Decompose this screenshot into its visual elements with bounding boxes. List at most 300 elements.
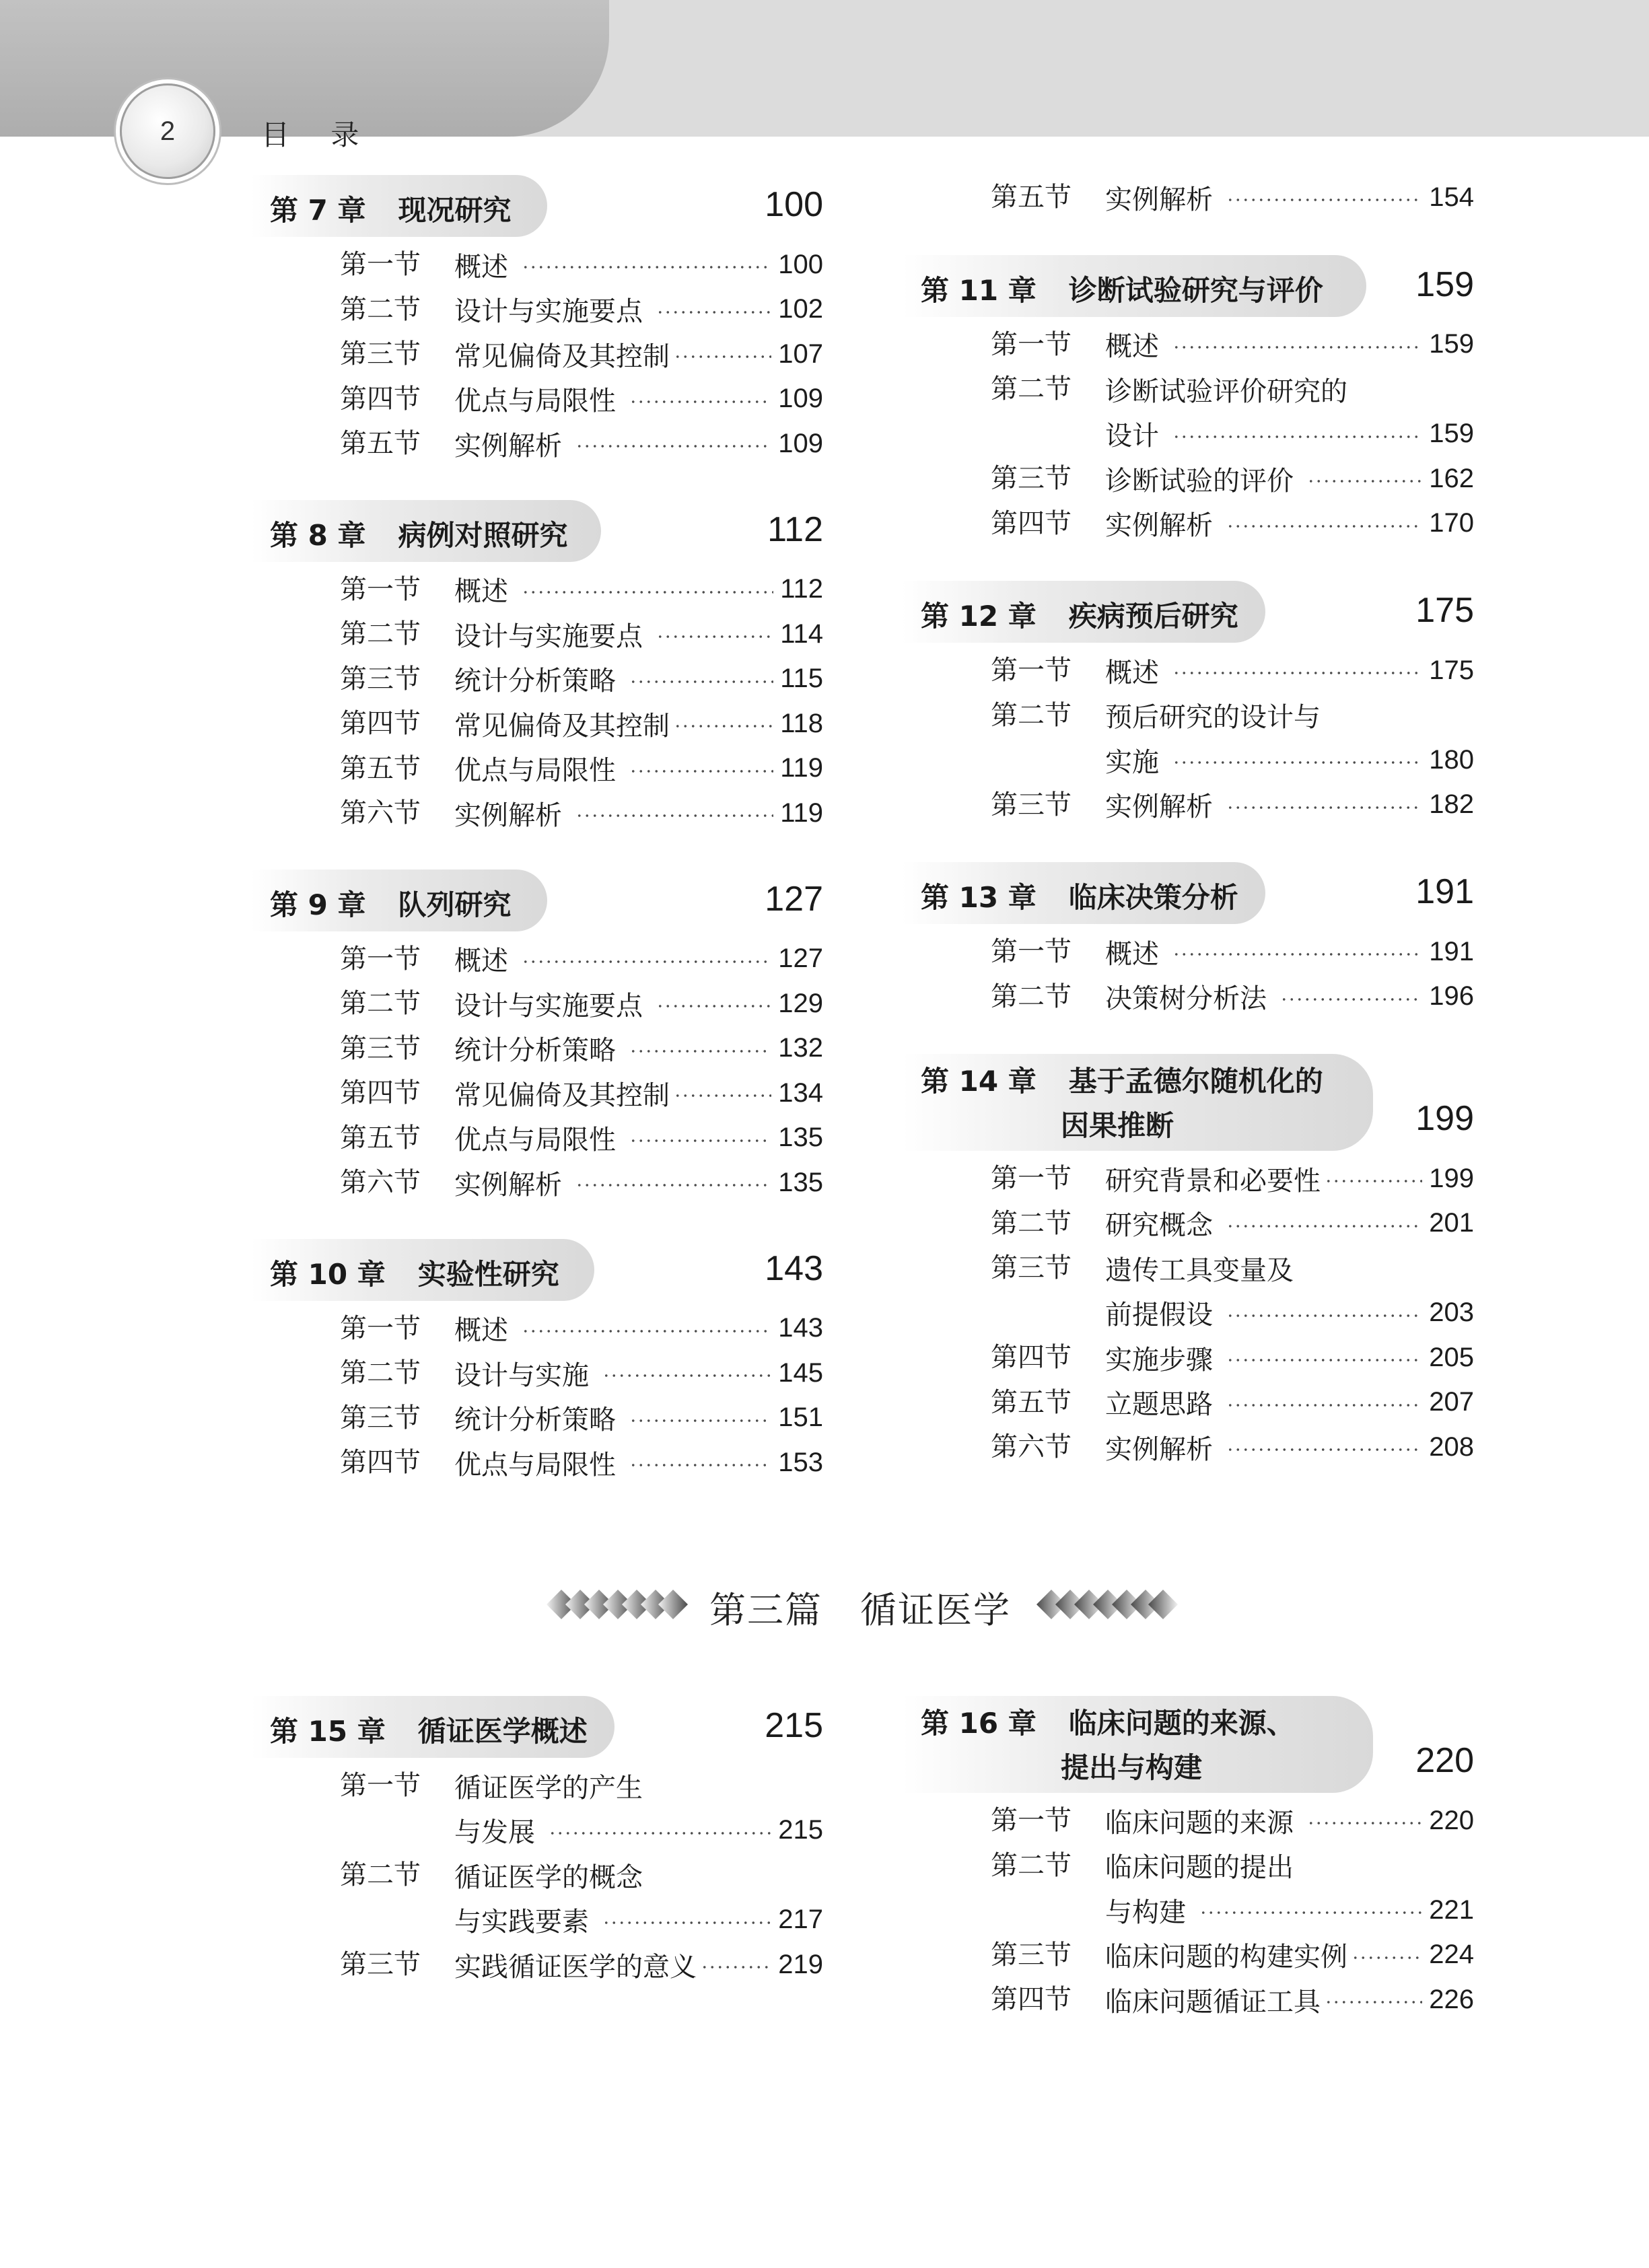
- section-page-number: 182: [1429, 789, 1474, 819]
- section-label: 第一节: [991, 655, 1072, 686]
- dot-leader: [674, 355, 771, 358]
- dot-leader: [656, 1005, 771, 1007]
- chapter-title: 队列研究: [398, 888, 512, 921]
- section-line: [1105, 1798, 1474, 1843]
- section-title: 诊断试验的评价: [1105, 465, 1294, 497]
- section-label: 第二节: [340, 1859, 421, 1890]
- section-line: [454, 287, 823, 332]
- dot-leader: [1226, 806, 1422, 809]
- section-page-number: 153: [778, 1447, 823, 1477]
- section-label: 第三节: [340, 1402, 421, 1433]
- toc-section-entry: [265, 332, 823, 376]
- section-title: 循证医学的产生: [454, 1772, 643, 1804]
- section-title: 研究概念: [1105, 1210, 1213, 1241]
- section-title: 实例解析: [454, 1169, 562, 1201]
- section-title: 实例解析: [454, 800, 562, 831]
- section-label: 第二节: [340, 988, 421, 1019]
- section-title: 立题思路: [1105, 1389, 1213, 1420]
- section-page-number: 114: [780, 618, 823, 649]
- toc-section-entry-continued: [915, 412, 1474, 456]
- dot-leader: [522, 960, 771, 963]
- toc-section-entry: [265, 746, 823, 791]
- section-line: [1105, 648, 1474, 693]
- section-title: 概述: [1105, 938, 1159, 970]
- dot-leader: [629, 680, 773, 683]
- section-page-number: 175: [1429, 655, 1474, 685]
- chapter-title-continued: 因果推断: [1061, 1109, 1174, 1142]
- section-label: 第三节: [340, 339, 421, 369]
- section-line: [454, 421, 823, 466]
- dot-leader: [1226, 1448, 1422, 1451]
- section-page-number: 135: [778, 1123, 823, 1152]
- toc-section-entry: [915, 175, 1474, 219]
- chapter-line: [270, 883, 511, 923]
- toc-section-entry: [265, 1116, 823, 1160]
- toc-section-entry: [265, 612, 823, 656]
- section-page-number: 159: [1429, 329, 1474, 359]
- toc-section-entry: [265, 1306, 823, 1351]
- section-page-number: 109: [778, 428, 823, 458]
- chapter-heading: [265, 1239, 823, 1301]
- section-label: 第二节: [340, 293, 421, 325]
- toc-section-entry: [265, 657, 823, 701]
- section-label: 第一节: [340, 573, 421, 605]
- toc-section-entry: [915, 1798, 1474, 1843]
- section-title: 设计与实施要点: [454, 990, 643, 1022]
- section-title: 优点与局限性: [454, 755, 616, 786]
- section-label: 第四节: [340, 383, 421, 415]
- section-title: 遗传工具变量及: [1105, 1254, 1294, 1286]
- chapter-heading: [265, 1696, 823, 1758]
- section-title-continued: 与实践要素: [454, 1907, 589, 1938]
- section-label: 第四节: [991, 1342, 1072, 1373]
- chapter-page-number: 220: [1415, 1741, 1474, 1780]
- section-line: [454, 701, 823, 746]
- section-line: [454, 1763, 823, 1808]
- toc-section-entry: [915, 1380, 1474, 1425]
- section-title: 概述: [1105, 657, 1159, 688]
- chapter-title-continued: 提出与构建: [1061, 1751, 1203, 1784]
- dot-leader: [575, 814, 773, 817]
- section-title: 优点与局限性: [454, 386, 616, 417]
- chapter-title: 循证医学概述: [417, 1715, 588, 1748]
- dot-leader: [1307, 480, 1422, 483]
- dot-leader: [602, 1921, 771, 1924]
- toc-section-entry: [265, 791, 823, 835]
- diamond-ornament-right-icon: [1037, 1587, 1178, 1622]
- section-page-number: 154: [1429, 182, 1474, 212]
- chapter-page-number: 199: [1415, 1099, 1474, 1138]
- section-title: 诊断试验评价研究的: [1105, 376, 1347, 407]
- toc-section-entry: [265, 1396, 823, 1440]
- toc-section-entry: [915, 648, 1474, 693]
- section-page-number: 205: [1429, 1342, 1474, 1372]
- section-label: 第四节: [991, 1984, 1072, 2015]
- section-title: 概述: [454, 576, 508, 607]
- section-title: 统计分析策略: [454, 666, 616, 697]
- section-label: 第五节: [340, 752, 421, 784]
- section-line-continued: [1105, 738, 1474, 782]
- section-page-number: 162: [1429, 463, 1474, 493]
- chapter-heading: [915, 255, 1474, 317]
- toc-section-entry: [915, 1977, 1474, 2022]
- chapter-label: 第 10 章: [270, 1257, 386, 1291]
- section-line: [1105, 1425, 1474, 1469]
- toc-section-entry: [265, 1160, 823, 1205]
- section-title: 概述: [1105, 331, 1159, 362]
- section-label: 第三节: [340, 1032, 421, 1064]
- chapter-line: [921, 269, 1323, 309]
- section-page-number: 221: [1429, 1894, 1474, 1925]
- chapter-line: [270, 513, 567, 554]
- section-line-continued: [454, 1898, 823, 1942]
- section-page-number: 226: [1429, 1984, 1474, 2014]
- section-line: [454, 981, 823, 1026]
- toc-section-entry: [915, 1201, 1474, 1246]
- toc-section-entry: [915, 1425, 1474, 1469]
- chapter-title: 实验性研究: [417, 1257, 559, 1291]
- section-label: 第二节: [991, 699, 1072, 731]
- section-page-number: 180: [1429, 744, 1474, 775]
- section-page-number: 143: [778, 1313, 823, 1343]
- section-label: 第一节: [991, 936, 1072, 967]
- dot-leader: [1226, 1359, 1422, 1361]
- diamond-ornament-left-icon: [547, 1587, 688, 1622]
- section-title: 统计分析策略: [454, 1405, 616, 1436]
- section-page-number: 224: [1429, 1940, 1474, 1969]
- toc-section-entry: [915, 322, 1474, 367]
- dot-leader: [674, 725, 773, 728]
- section-title-continued: 前提假设: [1105, 1300, 1213, 1331]
- section-page-number: 215: [778, 1815, 823, 1845]
- page-number-badge: [120, 83, 215, 179]
- section-label: 第五节: [991, 182, 1072, 213]
- section-page-number: 115: [780, 664, 823, 693]
- dot-leader: [1199, 1911, 1422, 1914]
- section-title: 统计分析策略: [454, 1035, 616, 1066]
- section-title: 优点与局限性: [454, 1125, 616, 1156]
- section-label: 第四节: [340, 1447, 421, 1478]
- section-line-continued: [454, 1808, 823, 1853]
- section-page-number: 207: [1429, 1387, 1474, 1417]
- dot-leader: [1325, 2001, 1422, 2004]
- section-title: 实施步骤: [1105, 1344, 1213, 1376]
- toc-section-entry-continued: [915, 1291, 1474, 1335]
- toc-section-entry: [915, 1335, 1474, 1380]
- section-page-number: 132: [778, 1033, 823, 1063]
- toc-section-entry: [265, 1440, 823, 1485]
- chapter-label: 第 8 章: [270, 518, 366, 552]
- dot-leader: [1226, 1225, 1422, 1228]
- section-label: 第二节: [991, 374, 1072, 404]
- section-label: 第五节: [340, 1122, 421, 1154]
- section-title: 设计与实施要点: [454, 296, 643, 327]
- section-line: [454, 1071, 823, 1115]
- chapter-title: 基于孟德尔随机化的: [1068, 1065, 1323, 1098]
- dot-leader: [522, 266, 771, 269]
- section-label: 第三节: [340, 1949, 421, 1980]
- section-line: [1105, 693, 1474, 738]
- page-number: 2: [160, 116, 176, 146]
- section-page-number: 203: [1429, 1298, 1474, 1327]
- section-page-number: 220: [1429, 1805, 1474, 1835]
- chapter-label: 第 15 章: [270, 1715, 386, 1748]
- section-line: [1105, 1156, 1474, 1201]
- toc-section-entry: [265, 701, 823, 746]
- section-line-continued: [1105, 1888, 1474, 1932]
- chapter-label: 第 12 章: [921, 600, 1037, 633]
- section-title: 常见偏倚及其控制: [454, 710, 670, 742]
- chapter-title: 病例对照研究: [398, 518, 568, 552]
- section-label: 第二节: [340, 1357, 421, 1388]
- chapter-label: 第 11 章: [921, 273, 1037, 307]
- chapter-heading: [265, 175, 823, 237]
- section-title: 实例解析: [454, 430, 562, 462]
- toc-section-entry: [915, 1246, 1474, 1290]
- section-title: 实例解析: [1105, 184, 1213, 215]
- section-line: [1105, 322, 1474, 367]
- section-page-number: 112: [780, 574, 823, 604]
- section-title: 优点与局限性: [454, 1449, 616, 1481]
- section-title: 概述: [454, 1315, 508, 1346]
- toc-section-entry: [915, 974, 1474, 1019]
- section-label: 第三节: [991, 1252, 1072, 1283]
- section-line: [454, 1351, 823, 1395]
- toc-section-entry: [915, 1933, 1474, 1977]
- section-page-number: 107: [778, 339, 823, 369]
- section-line: [454, 937, 823, 981]
- section-label: 第一节: [991, 1805, 1072, 1836]
- section-line: [454, 1026, 823, 1071]
- dot-leader: [549, 1832, 771, 1835]
- toc-section-entry: [915, 1843, 1474, 1888]
- section-page-number: 100: [778, 249, 823, 279]
- toc-section-entry: [915, 367, 1474, 411]
- section-title: 临床问题的提出: [1105, 1852, 1294, 1883]
- toc-section-entry: [265, 377, 823, 421]
- toc-section-entry: [265, 1351, 823, 1395]
- chapter-line: [921, 594, 1238, 635]
- section-title-continued: 与构建: [1105, 1897, 1186, 1928]
- dot-leader: [629, 770, 773, 773]
- section-line: [1105, 1380, 1474, 1425]
- chapter-heading: [915, 862, 1474, 924]
- section-page-number: 129: [778, 988, 823, 1018]
- section-page-number: 109: [778, 384, 823, 413]
- section-label: 第一节: [991, 328, 1072, 360]
- part-title: 第三篇 循证医学: [709, 1589, 1011, 1631]
- dot-leader: [629, 1464, 771, 1466]
- dot-leader: [522, 1330, 771, 1333]
- section-line: [1105, 1977, 1474, 2022]
- toc-section-entry-continued: [265, 1808, 823, 1853]
- chapter-page-number: 175: [1415, 591, 1474, 630]
- dot-leader: [629, 1139, 771, 1142]
- section-line: [454, 1440, 823, 1485]
- chapter-page-number: 159: [1415, 264, 1474, 304]
- chapter-heading: [915, 1696, 1474, 1793]
- section-line: [1105, 1246, 1474, 1290]
- section-title: 循证医学的概念: [454, 1862, 643, 1893]
- section-page-number: 134: [778, 1077, 823, 1108]
- section-line: [454, 746, 823, 791]
- toc-section-entry: [265, 1853, 823, 1897]
- toc-section-entry: [265, 1026, 823, 1071]
- toc-section-entry-continued: [915, 1888, 1474, 1932]
- toc-section-entry: [265, 1763, 823, 1808]
- section-title-continued: 实施: [1105, 746, 1159, 778]
- chapter-title: 现况研究: [398, 194, 512, 227]
- dot-leader: [575, 1184, 771, 1186]
- dot-leader: [656, 635, 773, 638]
- section-line: [1105, 1201, 1474, 1246]
- chapter-page-number: 100: [765, 185, 823, 224]
- section-page-number: 135: [778, 1167, 823, 1197]
- toc-right-column: [915, 175, 1474, 1561]
- section-page-number: 159: [1429, 419, 1474, 448]
- section-page-number: 191: [1429, 936, 1474, 966]
- chapter-line: [270, 1709, 588, 1750]
- section-line: [1105, 974, 1474, 1019]
- section-line: [454, 1160, 823, 1205]
- toc-section-entry: [915, 501, 1474, 546]
- section-label: 第二节: [991, 1207, 1072, 1239]
- toc-section-entry: [265, 567, 823, 612]
- part-banner: [0, 1582, 1649, 1629]
- chapter-line: [921, 1059, 1323, 1100]
- chapter-line: [270, 188, 511, 229]
- dot-leader: [629, 1419, 771, 1422]
- chapter-label: 第 9 章: [270, 888, 366, 921]
- section-line: [454, 1116, 823, 1160]
- section-page-number: 119: [780, 798, 823, 828]
- dot-leader: [1352, 1956, 1422, 1959]
- chapter-page-number: 215: [765, 1706, 823, 1745]
- section-label: 第四节: [991, 507, 1072, 539]
- dot-leader: [522, 591, 773, 594]
- section-line: [1105, 783, 1474, 827]
- section-page-number: 118: [780, 708, 823, 738]
- section-line: [454, 332, 823, 376]
- section-page-number: 151: [778, 1403, 823, 1432]
- section-title: 常见偏倚及其控制: [454, 341, 670, 372]
- dot-leader: [1172, 953, 1422, 956]
- section-label: 第六节: [991, 1431, 1072, 1462]
- section-title: 常见偏倚及其控制: [454, 1079, 670, 1111]
- section-title: 实例解析: [1105, 510, 1213, 541]
- section-page-number: 119: [780, 753, 823, 783]
- section-line: [1105, 1335, 1474, 1380]
- toc-section-entry: [265, 421, 823, 466]
- chapter-label: 第 13 章: [921, 881, 1037, 914]
- chapter-title: 诊断试验研究与评价: [1068, 273, 1323, 307]
- section-title: 概述: [454, 251, 508, 283]
- section-page-number: 127: [778, 944, 823, 973]
- section-label: 第三节: [991, 1939, 1072, 1971]
- section-label: 第四节: [340, 1077, 421, 1108]
- dot-leader: [674, 1094, 771, 1097]
- section-title: 预后研究的设计与: [1105, 702, 1321, 733]
- section-line: [454, 567, 823, 612]
- dot-leader: [1226, 525, 1422, 528]
- chapter-heading: [915, 1054, 1474, 1151]
- toc-section-entry: [265, 287, 823, 332]
- section-line: [454, 242, 823, 287]
- section-title-continued: 与发展: [454, 1817, 535, 1848]
- toc-section-entry: [265, 1942, 823, 1987]
- section-title: 临床问题循证工具: [1105, 1986, 1321, 2018]
- section-line-continued: [1105, 1291, 1474, 1335]
- section-line-continued: [1105, 412, 1474, 456]
- chapter-page-number: 191: [1415, 872, 1474, 911]
- section-title: 临床问题的来源: [1105, 1807, 1294, 1839]
- section-page-number: 208: [1429, 1431, 1474, 1462]
- chapter-line: [270, 1252, 559, 1293]
- dot-leader: [1226, 199, 1422, 201]
- section-line: [454, 1942, 823, 1987]
- chapter-label: 第 14 章: [921, 1065, 1037, 1098]
- dot-leader: [1325, 1180, 1422, 1182]
- toc-section-entry: [915, 693, 1474, 738]
- section-label: 第三节: [340, 663, 421, 695]
- section-title: 实例解析: [1105, 791, 1213, 822]
- dot-leader: [575, 445, 771, 448]
- section-label: 第五节: [340, 428, 421, 459]
- section-label: 第一节: [340, 943, 421, 974]
- dot-leader: [1172, 346, 1422, 349]
- toc-section-entry: [265, 937, 823, 981]
- section-line: [1105, 175, 1474, 219]
- section-label: 第一节: [991, 1163, 1072, 1194]
- toc-section-entry: [915, 929, 1474, 974]
- section-line: [1105, 367, 1474, 411]
- section-label: 第六节: [340, 798, 421, 828]
- chapter-title: 临床决策分析: [1068, 881, 1238, 914]
- running-title: 目 录: [261, 118, 376, 151]
- section-label: 第二节: [340, 618, 421, 649]
- section-title: 临床问题的构建实例: [1105, 1942, 1347, 1973]
- section-line: [1105, 1933, 1474, 1977]
- chapter-page-number: 112: [767, 509, 823, 549]
- chapter-page-number: 127: [765, 879, 823, 919]
- toc-section-entry: [265, 981, 823, 1026]
- section-line: [454, 377, 823, 421]
- toc-section-entry: [915, 783, 1474, 827]
- section-line: [454, 612, 823, 656]
- section-line: [1105, 501, 1474, 546]
- section-label: 第三节: [991, 789, 1072, 820]
- section-label: 第五节: [991, 1386, 1072, 1418]
- dot-leader: [629, 400, 771, 403]
- dot-leader: [629, 1050, 771, 1053]
- section-title: 实践循证医学的意义: [454, 1951, 697, 1983]
- section-page-number: 201: [1429, 1208, 1474, 1238]
- chapter-page-number: 143: [765, 1248, 823, 1288]
- section-title: 研究背景和必要性: [1105, 1165, 1321, 1197]
- dot-leader: [1226, 1314, 1422, 1317]
- section-page-number: 102: [778, 294, 823, 324]
- chapter-heading: [265, 500, 823, 562]
- section-page-number: 196: [1429, 981, 1474, 1011]
- dot-leader: [1280, 998, 1422, 1001]
- section-label: 第四节: [340, 708, 421, 739]
- section-label: 第一节: [340, 1770, 421, 1801]
- toc-section-entry: [915, 456, 1474, 501]
- section-title: 概述: [454, 946, 508, 977]
- toc-left-column: [265, 175, 823, 1561]
- dot-leader: [1172, 761, 1422, 764]
- section-page-number: 145: [778, 1357, 823, 1388]
